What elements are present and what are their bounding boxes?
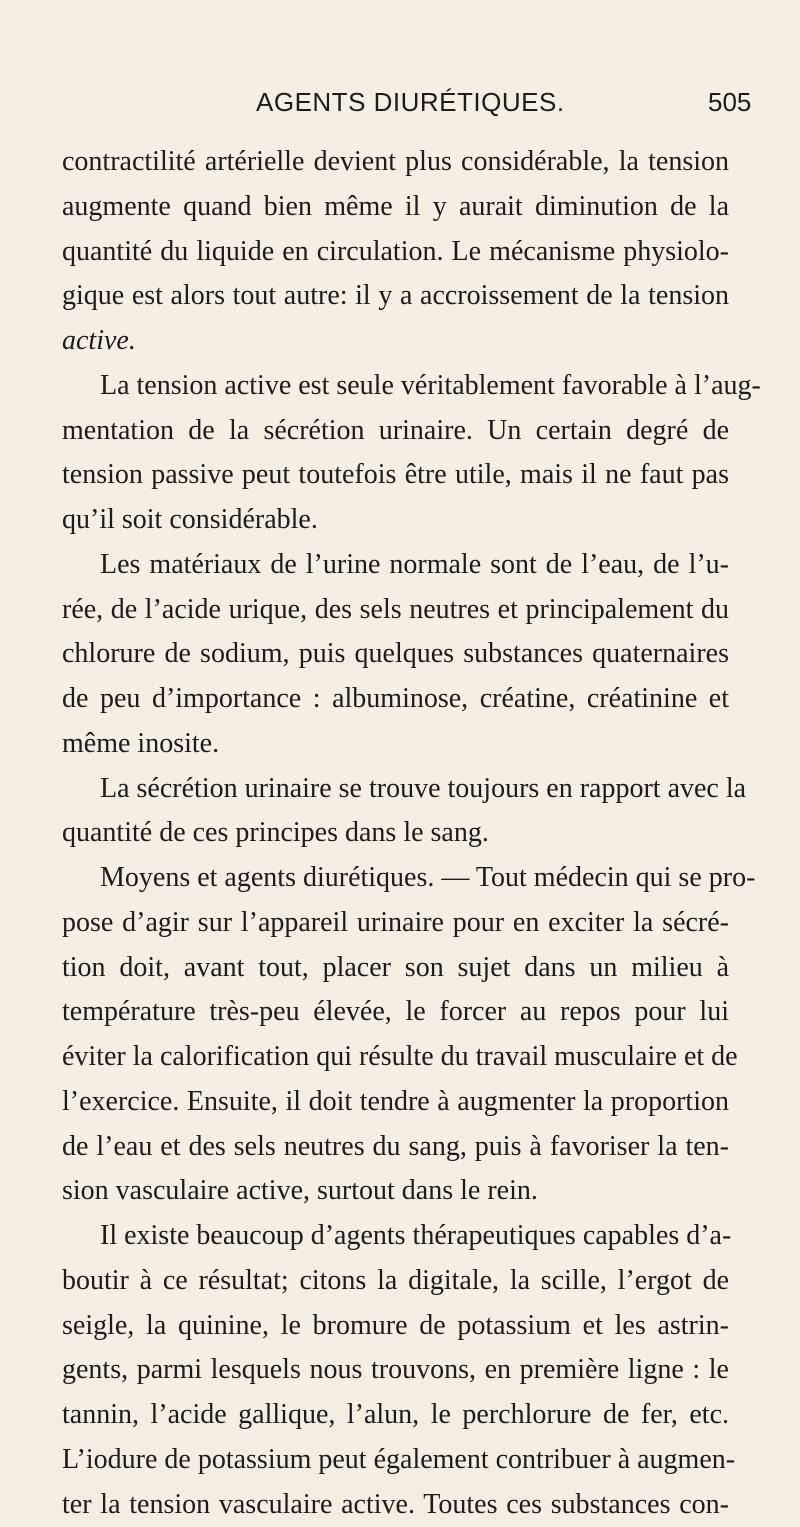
body-text (62, 140, 729, 1527)
text-line-26: boutir à ce résultat; citons la digitale, la scille, l’ergot de (62, 1259, 729, 1304)
text-line-1: contractilité artérielle devient plus considérable, la tension (62, 140, 729, 185)
text-line-25: Il existe beaucoup d’agents thérapeutiques capables d’a- (62, 1214, 729, 1259)
text-line-13: de peu d’importance : albuminose, créatine, créatinine et (62, 677, 729, 722)
text-line-17: Moyens et agents diurétiques. — Tout médecin qui se pro- (62, 856, 729, 901)
text-line-28: gents, parmi lesquels nous trouvons, en première ligne : le (62, 1348, 729, 1393)
text-line-21: éviter la calorification qui résulte du travail musculaire et de (62, 1035, 729, 1080)
text-line-5: active. (62, 319, 729, 364)
text-line-16: quantité de ces principes dans le sang. (62, 811, 729, 856)
text-line-18: pose d’agir sur l’appareil urinaire pour en exciter la sécré- (62, 901, 729, 946)
text-line-7: mentation de la sécrétion urinaire. Un certain degré de (62, 409, 729, 454)
text-line-9: qu’il soit considérable. (62, 498, 729, 543)
text-line-2: augmente quand bien même il y aurait diminution de la (62, 185, 729, 230)
text-line-6: La tension active est seule véritablement favorable à l’aug- (62, 364, 729, 409)
text-line-12: chlorure de sodium, puis quelques substances quaternaires (62, 632, 729, 677)
text-line-8: tension passive peut toutefois être utile, mais il ne faut pas (62, 453, 729, 498)
text-line-4: gique est alors tout autre: il y a accroissement de la tension (62, 274, 729, 319)
text-line-15: La sécrétion urinaire se trouve toujours en rapport avec la (62, 767, 729, 812)
text-line-24: sion vasculaire active, surtout dans le rein. (62, 1169, 729, 1214)
text-line-22: l’exercice. Ensuite, il doit tendre à augmenter la proportion (62, 1080, 729, 1125)
running-header (0, 87, 800, 127)
chapter-title: AGENTS DIURÉTIQUES. (256, 87, 565, 118)
text-line-19: tion doit, avant tout, placer son sujet dans un milieu à (62, 946, 729, 991)
text-line-27: seigle, la quinine, le bromure de potassium et les astrin- (62, 1304, 729, 1349)
text-line-31: ter la tension vasculaire active. Toutes ces substances con- (62, 1483, 729, 1527)
text-line-23: de l’eau et des sels neutres du sang, puis à favoriser la ten- (62, 1125, 729, 1170)
text-line-14: même inosite. (62, 722, 729, 767)
text-line-3: quantité du liquide en circulation. Le mécanisme physiolo- (62, 230, 729, 275)
text-line-29: tannin, l’acide gallique, l’alun, le perchlorure de fer, etc. (62, 1393, 729, 1438)
text-line-20: température très-peu élevée, le forcer au repos pour lui (62, 990, 729, 1035)
text-line-30: L’iodure de potassium peut également contribuer à augmen- (62, 1438, 729, 1483)
text-line-10: Les matériaux de l’urine normale sont de l’eau, de l’u- (62, 543, 729, 588)
text-line-11: rée, de l’acide urique, des sels neutres et principalement du (62, 588, 729, 633)
page-number: 505 (708, 87, 751, 118)
